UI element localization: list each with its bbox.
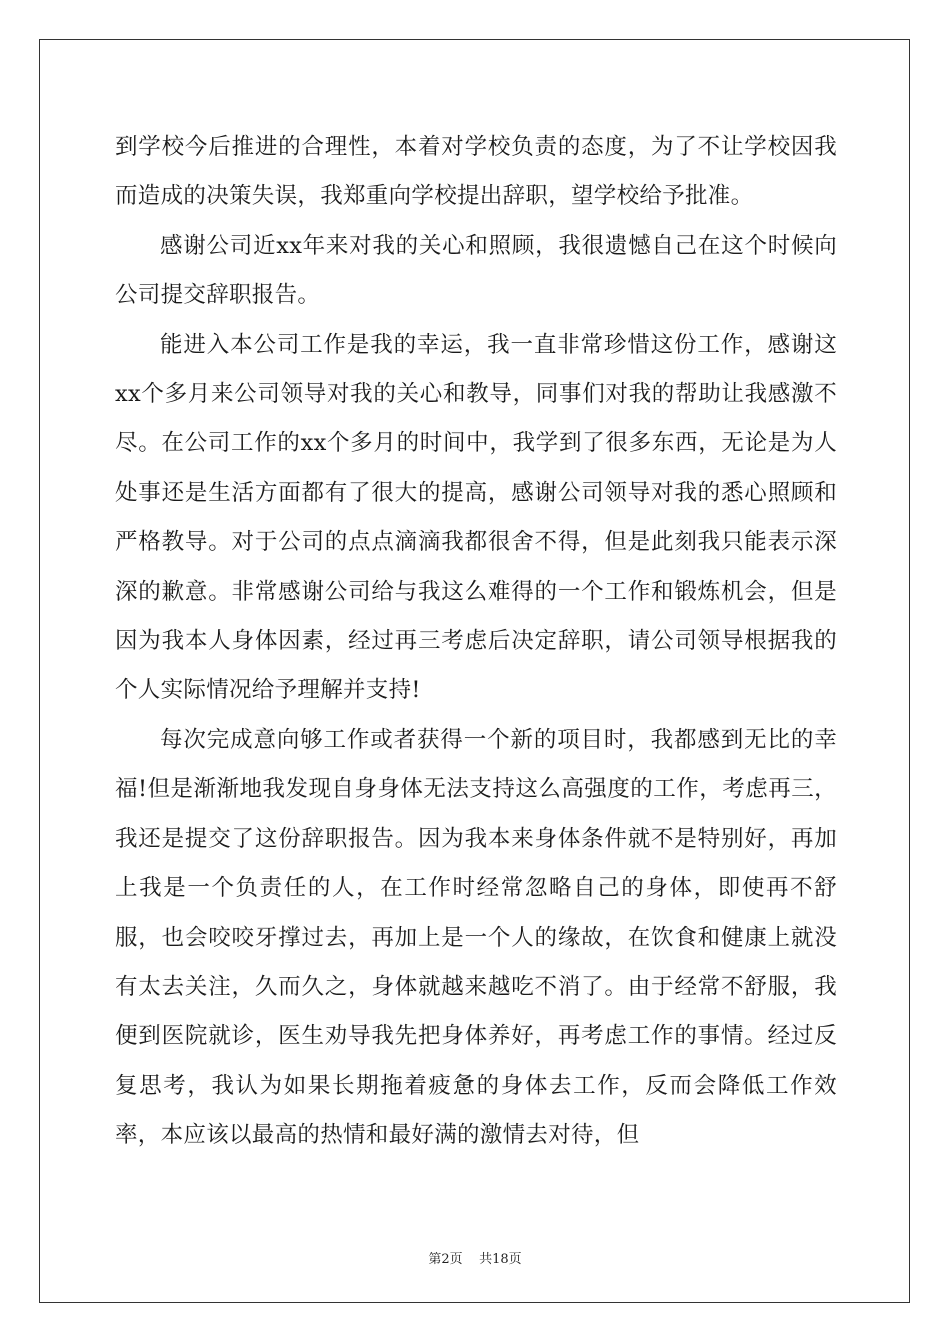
paragraph-fortune: 能进入本公司工作是我的幸运，我一直非常珍惜这份工作，感谢这xx个多月来公司领导对我的关心和教导，同事们对我的帮助让我感激不尽。在公司工作的xx个多月的时间中，我学到了很多东西，无论是为人处事还是生活方面都有了很大的提高，感谢公司领导对我的悉心照顾和严格教导。对于公司的点点滴滴我都很舍不得，但是此刻我只能表示深深的歉意。非常感谢公司给与我这么难得的一个工作和锻炼机会，但是因为我本人身体因素，经过再三考虑后决定辞职，请公司领导根据我的个人实际情况给予理解并支持! <box>115 331 837 704</box>
paragraph-thanks: 感谢公司近xx年来对我的关心和照顾，我很遗憾自己在这个时候向公司提交辞职报告。 <box>115 232 837 309</box>
page-footer <box>0 1248 950 1267</box>
page-number: 第2页 <box>428 1252 463 1267</box>
paragraph-health: 每次完成意向够工作或者获得一个新的项目时，我都感到无比的幸福!但是渐渐地我发现自身身体无法支持这么高强度的工作，考虑再三，我还是提交了这份辞职报告。因为我本来身体条件就不是特别好，再加上我是一个负责任的人，在工作时经常忽略自己的身体，即使再不舒服，也会咬咬牙撑过去，再加上是一个人的缘故，在饮食和健康上就没有太去关注，久而久之，身体就越来越吃不消了。由于经常不舒服，我便到医院就诊，医生劝导我先把身体养好，再考虑工作的事情。经过反复思考，我认为如果长期拖着疲惫的身体去工作，反而会降低工作效率，本应该以最高的热情和最好满的激情去对待，但 <box>115 726 837 1149</box>
document-body <box>115 123 837 1161</box>
page-total: 共18页 <box>479 1252 522 1267</box>
paragraph-continuation: 到学校今后推进的合理性，本着对学校负责的态度，为了不让学校因我而造成的决策失误，我郑重向学校提出辞职，望学校给予批准。 <box>115 134 837 210</box>
